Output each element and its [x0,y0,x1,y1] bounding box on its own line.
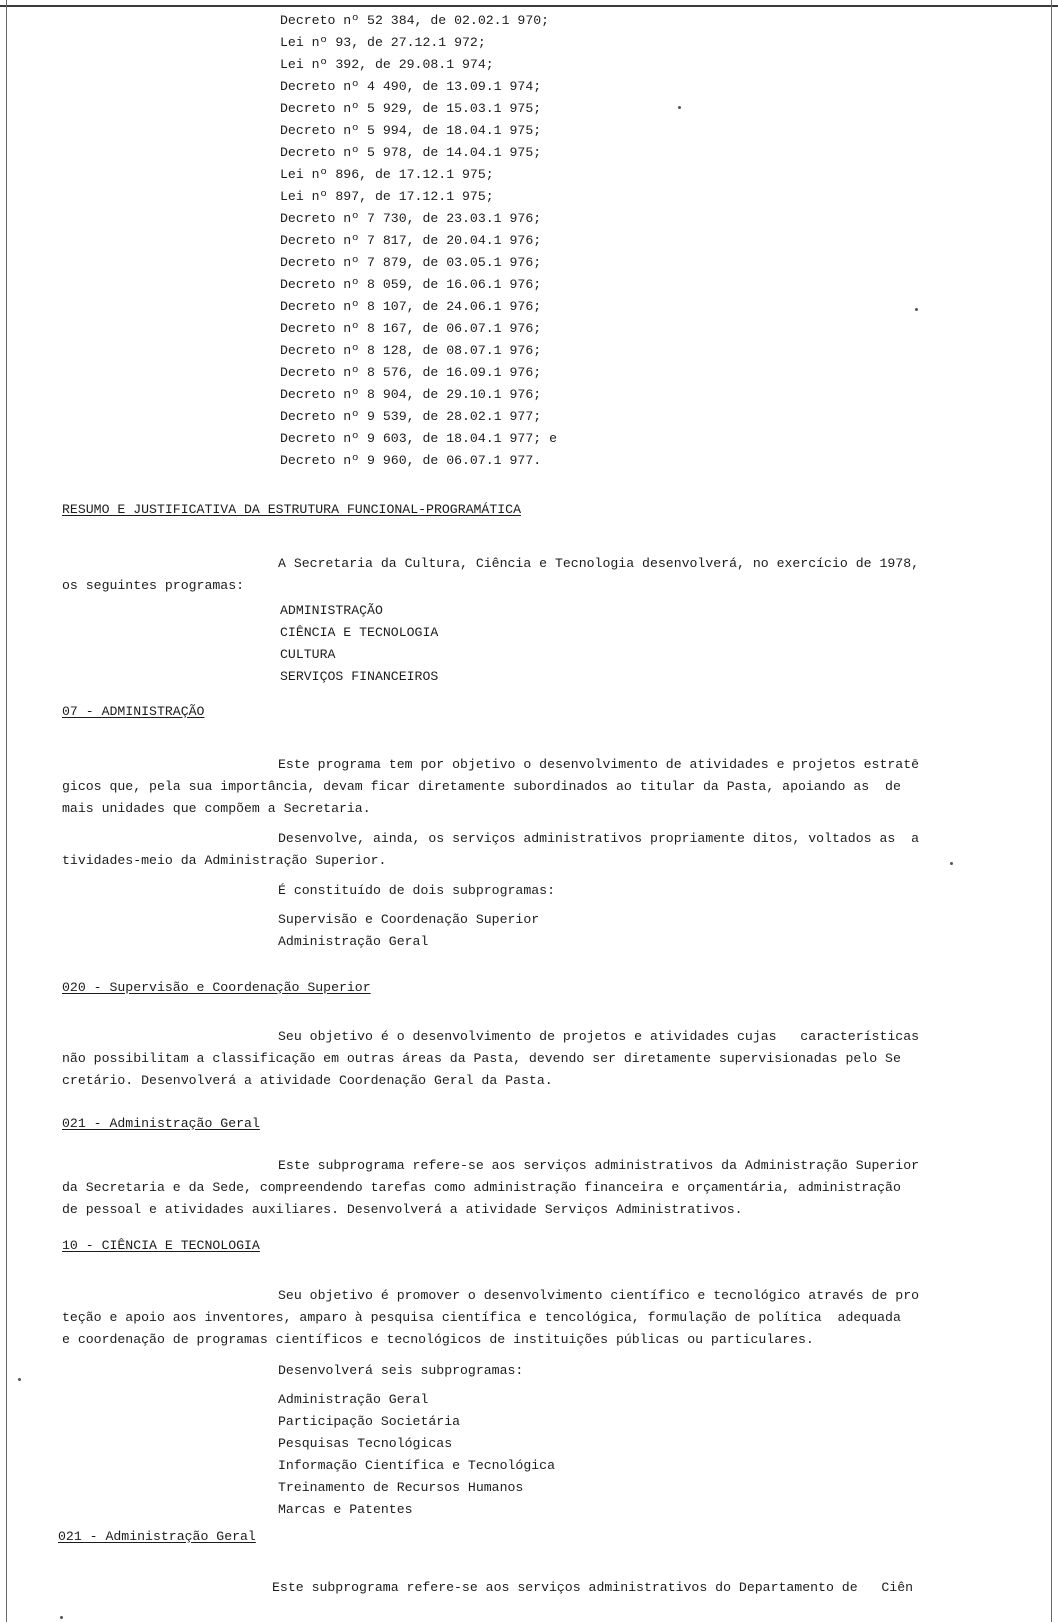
decree-item: Decreto nº 8 576, de 16.09.1 976; [280,365,542,380]
decree-item: Decreto nº 52 384, de 02.02.1 970; [280,13,550,28]
section-07-heading: 07 - ADMINISTRAÇÃO [62,704,205,719]
decree-item: Decreto nº 8 107, de 24.06.1 976; [280,299,542,314]
summary-intro-line1: A Secretaria da Cultura, Ciência e Tecnologia desenvolverá, no exercício de 1978, [278,556,920,571]
scan-speck [950,862,953,865]
summary-intro-line2: os seguintes programas: [62,578,245,593]
subprogram-item: Participação Societária [278,1414,461,1429]
subprogram-item: Informação Científica e Tecnológica [278,1458,555,1473]
decree-item: Decreto nº 4 490, de 13.09.1 974; [280,79,542,94]
section-07-p2-line2: tividades-meio da Administração Superior. [62,853,387,868]
scan-speck [678,106,681,109]
subprogram-item: Pesquisas Tecnológicas [278,1436,453,1451]
scan-speck [60,1616,63,1619]
decree-item: Lei nº 392, de 29.08.1 974; [280,57,494,72]
decree-item: Decreto nº 5 994, de 18.04.1 975; [280,123,542,138]
section-020-line3: cretário. Desenvolverá a atividade Coordenação Geral da Pasta. [62,1073,553,1088]
subprogram-item: Supervisão e Coordenação Superior [278,912,540,927]
subprogram-item: Marcas e Patentes [278,1502,413,1517]
decree-item: Decreto nº 8 059, de 16.06.1 976; [280,277,542,292]
subprogram-item: Administração Geral [278,934,429,949]
decree-item: Decreto nº 7 817, de 20.04.1 976; [280,233,542,248]
section-10-subprogram-list [278,1389,555,1521]
section-021b-line1: Este subprograma refere-se aos serviços administrativos do Departamento de Ciên [272,1580,914,1595]
top-border-line [0,5,1058,7]
section-021b-heading: 021 - Administração Geral [58,1529,256,1544]
section-10-line3: e coordenação de programas científicos e tecnológicos de instituições públicas ou particulares. [62,1332,814,1347]
right-border-line [1051,0,1052,1622]
section-020-line2: não possibilitam a classificação em outras áreas da Pasta, devendo ser diretamente supervisionadas pelo Se [62,1051,901,1066]
section-07-p3: É constituído de dois subprogramas: [278,883,555,898]
decree-item: Decreto nº 9 960, de 06.07.1 977. [280,453,542,468]
scan-speck [915,308,918,311]
left-border-line [6,0,7,1622]
section-07-p2-line1: Desenvolve, ainda, os serviços administrativos propriamente ditos, voltados as a [278,831,920,846]
decree-item: Lei nº 896, de 17.12.1 975; [280,167,494,182]
section-10-p2: Desenvolverá seis subprogramas: [278,1363,524,1378]
subprogram-item: Treinamento de Recursos Humanos [278,1480,524,1495]
decree-list [280,10,557,472]
decree-item: Lei nº 897, de 17.12.1 975; [280,189,494,204]
section-07-p1-line2: gicos que, pela sua importância, devam ficar diretamente subordinados ao titular da Pasta, apoiando as de [62,779,901,794]
program-item: SERVIÇOS FINANCEIROS [280,669,439,684]
section-020-line1: Seu objetivo é o desenvolvimento de projetos e atividades cujas características [278,1029,920,1044]
section-021a-line2: da Secretaria e da Sede, compreendendo tarefas como administração financeira e orçamentária, administração [62,1180,901,1195]
section-10-heading: 10 - CIÊNCIA E TECNOLOGIA [62,1238,260,1253]
section-07-subprogram-list [278,909,539,953]
section-021a-line3: de pessoal e atividades auxiliares. Desenvolverá a atividade Serviços Administrativos. [62,1202,743,1217]
section-10-line2: teção e apoio aos inventores, amparo à pesquisa científica e tencológica, formulação de política adequada [62,1310,901,1325]
summary-heading: RESUMO E JUSTIFICATIVA DA ESTRUTURA FUNCIONAL-PROGRAMÁTICA [62,502,521,517]
decree-item: Decreto nº 9 539, de 28.02.1 977; [280,409,542,424]
decree-item: Decreto nº 9 603, de 18.04.1 977; e [280,431,557,446]
section-020-heading: 020 - Supervisão e Coordenação Superior [62,980,371,995]
decree-item: Decreto nº 8 128, de 08.07.1 976; [280,343,542,358]
decree-item: Decreto nº 5 978, de 14.04.1 975; [280,145,542,160]
section-10-line1: Seu objetivo é promover o desenvolvimento científico e tecnológico através de pro [278,1288,920,1303]
decree-item: Decreto nº 7 730, de 23.03.1 976; [280,211,542,226]
program-item: CULTURA [280,647,336,662]
program-list [280,600,438,688]
program-item: ADMINISTRAÇÃO [280,603,383,618]
decree-item: Decreto nº 7 879, de 03.05.1 976; [280,255,542,270]
subprogram-item: Administração Geral [278,1392,429,1407]
program-item: CIÊNCIA E TECNOLOGIA [280,625,439,640]
decree-item: Lei nº 93, de 27.12.1 972; [280,35,486,50]
decree-item: Decreto nº 8 904, de 29.10.1 976; [280,387,542,402]
section-07-p1-line3: mais unidades que compõem a Secretaria. [62,801,371,816]
scan-speck [18,1378,21,1381]
section-07-p1-line1: Este programa tem por objetivo o desenvolvimento de atividades e projetos estratē [278,757,920,772]
section-021a-heading: 021 - Administração Geral [62,1116,260,1131]
decree-item: Decreto nº 5 929, de 15.03.1 975; [280,101,542,116]
decree-item: Decreto nº 8 167, de 06.07.1 976; [280,321,542,336]
section-021a-line1: Este subprograma refere-se aos serviços administrativos da Administração Superior [278,1158,920,1173]
